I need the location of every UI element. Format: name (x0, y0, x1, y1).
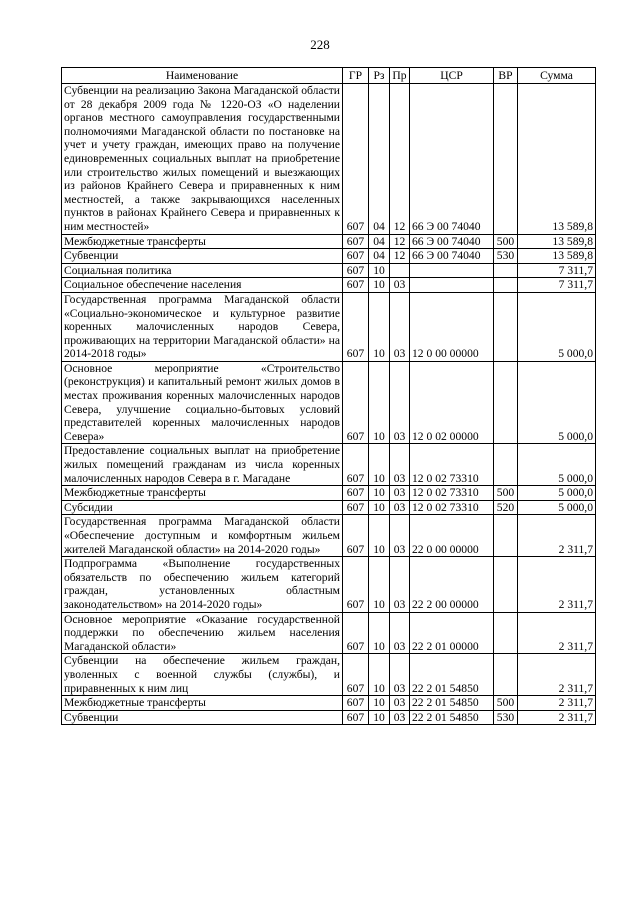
row-name: Государственная программа Магаданской области «Обеспечение доступным и комфортным жильем жителей Магаданской области» на 2014-2020 годы» (62, 515, 343, 557)
row-csr: 22 2 01 54850 (410, 710, 494, 725)
row-gr: 607 (343, 710, 369, 725)
row-name: Субвенции на реализацию Закона Магаданской области от 28 декабря 2009 года № 1220-ОЗ «О наделении органов местного самоуправления государственными полномочиями Магаданской области по постановке на учет и учету граждан, имеющих право на получение единовременных социальных выплат на приобретение или строительство жилых помещений и выезжающих из районов Крайнего Севера и приравненных к ним местностей, а также закрывающихся населенных пунктов в районах Крайнего Севера и приравненных к ним местностей» (62, 84, 343, 235)
row-rz: 10 (369, 515, 390, 557)
row-vr: 500 (494, 696, 518, 711)
row-sum: 13 589,8 (518, 249, 596, 264)
table-row (62, 234, 596, 249)
row-sum: 2 311,7 (518, 612, 596, 654)
row-csr: 66 Э 00 74040 (410, 249, 494, 264)
row-csr (410, 278, 494, 293)
row-name: Предоставление социальных выплат на приобретение жилых помещений гражданам из числа коренных малочисленных народов Севера в г. Магадане (62, 444, 343, 486)
table-row (62, 292, 596, 361)
column-header-name: Наименование (62, 68, 343, 84)
row-gr: 607 (343, 696, 369, 711)
row-csr: 22 2 00 00000 (410, 557, 494, 612)
row-vr: 500 (494, 486, 518, 501)
row-csr: 22 0 00 00000 (410, 515, 494, 557)
row-name: Субвенции (62, 249, 343, 264)
row-vr: 520 (494, 500, 518, 515)
row-name: Государственная программа Магаданской области «Социально-экономическое и культурное развитие коренных малочисленных народов Севера, проживающих на территории Магаданской области» на 2014-2018 годы» (62, 292, 343, 361)
row-vr (494, 361, 518, 444)
row-sum: 2 311,7 (518, 696, 596, 711)
table-row (62, 444, 596, 486)
row-gr: 607 (343, 654, 369, 696)
table-row (62, 557, 596, 612)
row-vr (494, 278, 518, 293)
row-sum: 2 311,7 (518, 515, 596, 557)
row-pr: 03 (390, 696, 410, 711)
row-name: Основное мероприятие «Оказание государственной поддержки по обеспечению жильем населения Магаданской области» (62, 612, 343, 654)
row-pr: 03 (390, 557, 410, 612)
row-rz: 04 (369, 234, 390, 249)
row-rz: 10 (369, 444, 390, 486)
row-csr (410, 263, 494, 278)
row-pr: 03 (390, 612, 410, 654)
row-rz: 04 (369, 84, 390, 235)
table-row (62, 612, 596, 654)
column-header-vr: ВР (494, 68, 518, 84)
table-row (62, 696, 596, 711)
row-csr: 12 0 00 00000 (410, 292, 494, 361)
row-gr: 607 (343, 278, 369, 293)
column-header-pr: Пр (390, 68, 410, 84)
row-csr: 22 2 01 54850 (410, 654, 494, 696)
row-pr: 03 (390, 654, 410, 696)
row-gr: 607 (343, 361, 369, 444)
row-gr: 607 (343, 444, 369, 486)
row-rz: 10 (369, 361, 390, 444)
row-rz: 04 (369, 249, 390, 264)
row-gr: 607 (343, 486, 369, 501)
row-csr: 22 2 01 54850 (410, 696, 494, 711)
row-pr: 03 (390, 361, 410, 444)
row-pr: 12 (390, 234, 410, 249)
row-vr (494, 654, 518, 696)
row-rz: 10 (369, 612, 390, 654)
row-vr (494, 292, 518, 361)
row-name: Социальное обеспечение населения (62, 278, 343, 293)
row-vr (494, 263, 518, 278)
row-gr: 607 (343, 500, 369, 515)
row-name: Субвенции (62, 710, 343, 725)
row-sum: 7 311,7 (518, 263, 596, 278)
row-rz: 10 (369, 710, 390, 725)
table-row (62, 654, 596, 696)
row-rz: 10 (369, 696, 390, 711)
table-row (62, 263, 596, 278)
row-csr: 66 Э 00 74040 (410, 234, 494, 249)
row-gr: 607 (343, 612, 369, 654)
row-vr: 500 (494, 234, 518, 249)
row-name: Основное мероприятие «Строительство (реконструкция) и капитальный ремонт жилых домов в местах проживания коренных малочисленных народов Севера, улучшение социально-бытовых условий представителей коренных малочисленных народов Севера» (62, 361, 343, 444)
row-rz: 10 (369, 263, 390, 278)
row-vr (494, 557, 518, 612)
row-sum: 5 000,0 (518, 500, 596, 515)
row-pr: 03 (390, 486, 410, 501)
row-csr: 66 Э 00 74040 (410, 84, 494, 235)
table-row (62, 84, 596, 235)
row-sum: 13 589,8 (518, 84, 596, 235)
table-header-row (62, 68, 596, 84)
column-header-rz: Рз (369, 68, 390, 84)
table-row (62, 486, 596, 501)
row-sum: 13 589,8 (518, 234, 596, 249)
table-row (62, 500, 596, 515)
row-gr: 607 (343, 249, 369, 264)
row-vr (494, 444, 518, 486)
row-name: Межбюджетные трансферты (62, 696, 343, 711)
table-row (62, 361, 596, 444)
row-sum: 5 000,0 (518, 361, 596, 444)
table-row (62, 278, 596, 293)
row-vr (494, 84, 518, 235)
row-vr: 530 (494, 710, 518, 725)
row-pr: 03 (390, 444, 410, 486)
row-gr: 607 (343, 263, 369, 278)
budget-table (61, 67, 596, 725)
row-pr: 03 (390, 710, 410, 725)
row-sum: 7 311,7 (518, 278, 596, 293)
row-sum: 2 311,7 (518, 710, 596, 725)
row-csr: 12 0 02 73310 (410, 500, 494, 515)
row-csr: 12 0 02 73310 (410, 486, 494, 501)
row-pr: 12 (390, 84, 410, 235)
row-gr: 607 (343, 234, 369, 249)
row-csr: 22 2 01 00000 (410, 612, 494, 654)
row-name: Социальная политика (62, 263, 343, 278)
row-name: Межбюджетные трансферты (62, 234, 343, 249)
row-vr (494, 515, 518, 557)
row-csr: 12 0 02 73310 (410, 444, 494, 486)
row-rz: 10 (369, 486, 390, 501)
row-pr: 03 (390, 515, 410, 557)
page-number: 228 (310, 37, 330, 52)
row-sum: 5 000,0 (518, 444, 596, 486)
row-pr: 03 (390, 500, 410, 515)
row-rz: 10 (369, 292, 390, 361)
row-pr (390, 263, 410, 278)
table-row (62, 249, 596, 264)
row-pr: 03 (390, 292, 410, 361)
row-gr: 607 (343, 515, 369, 557)
row-sum: 2 311,7 (518, 557, 596, 612)
row-name: Подпрограмма «Выполнение государственных обязательств по обеспечению жильем категорий граждан, установленных областным законодательством» на 2014-2020 годы» (62, 557, 343, 612)
row-gr: 607 (343, 292, 369, 361)
row-csr: 12 0 02 00000 (410, 361, 494, 444)
row-gr: 607 (343, 84, 369, 235)
row-name: Субсидии (62, 500, 343, 515)
row-name: Межбюджетные трансферты (62, 486, 343, 501)
row-rz: 10 (369, 278, 390, 293)
row-gr: 607 (343, 557, 369, 612)
row-sum: 2 311,7 (518, 654, 596, 696)
column-header-sum: Сумма (518, 68, 596, 84)
column-header-gr: ГР (343, 68, 369, 84)
row-pr: 12 (390, 249, 410, 264)
row-rz: 10 (369, 500, 390, 515)
column-header-csr: ЦСР (410, 68, 494, 84)
table-row (62, 710, 596, 725)
row-vr (494, 612, 518, 654)
row-vr: 530 (494, 249, 518, 264)
row-rz: 10 (369, 557, 390, 612)
row-pr: 03 (390, 278, 410, 293)
row-name: Субвенции на обеспечение жильем граждан, уволенных с военной службы (службы), и приравненных к ним лиц (62, 654, 343, 696)
row-rz: 10 (369, 654, 390, 696)
row-sum: 5 000,0 (518, 292, 596, 361)
row-sum: 5 000,0 (518, 486, 596, 501)
table-row (62, 515, 596, 557)
